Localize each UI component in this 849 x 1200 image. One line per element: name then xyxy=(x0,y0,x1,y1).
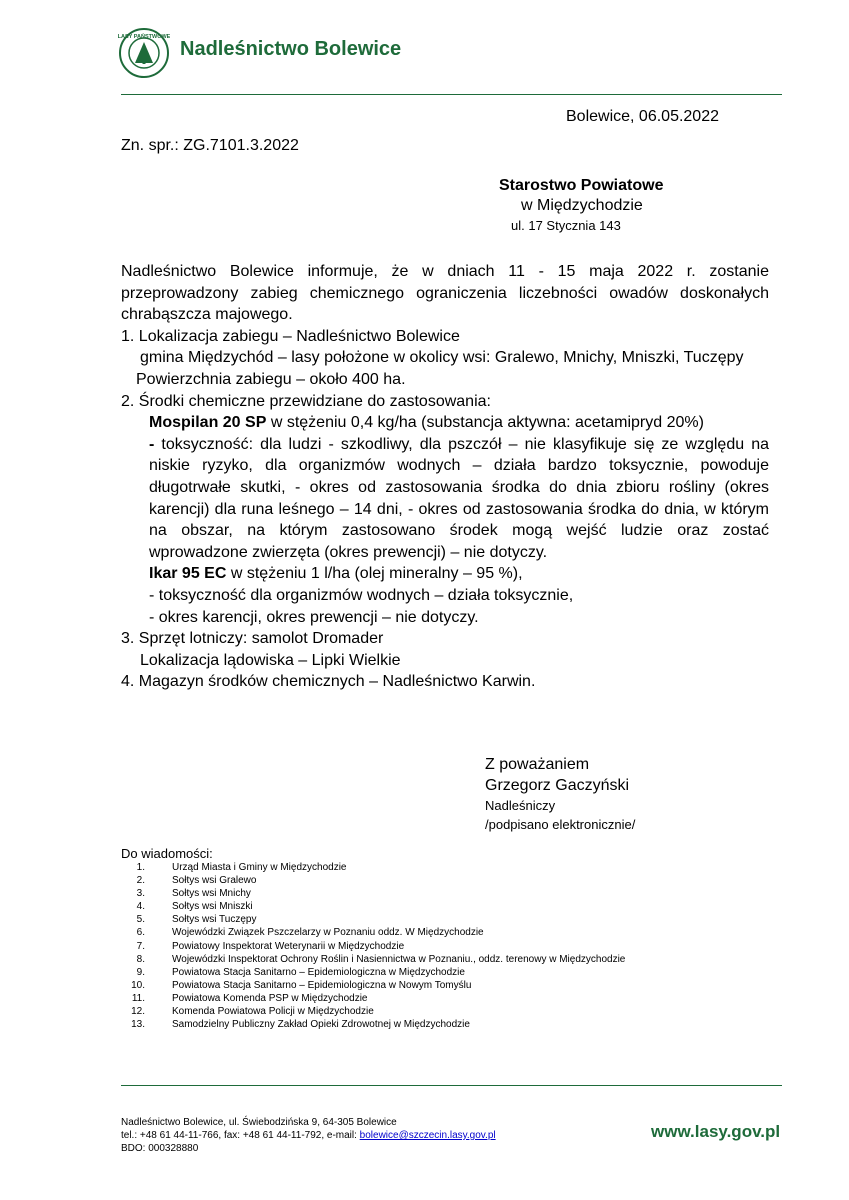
recipient-city: w Międzychodzie xyxy=(521,197,643,214)
agent-1-dose: w stężeniu 0,4 kg/ha (substancja aktywna: acetamipryd 20%) xyxy=(266,414,704,432)
distribution-item xyxy=(121,979,625,992)
signature-note: /podpisano elektronicznie/ xyxy=(485,817,636,832)
footer-contact xyxy=(121,1116,496,1155)
item-1-location: gmina Międzychód – lasy położone w okolicy wsi: Gralewo, Mnichy, Mniszki, Tuczępy xyxy=(140,349,744,367)
distribution-item-text: Sołtys wsi Mnichy xyxy=(172,888,251,900)
distribution-item-number: 1. xyxy=(136,862,145,873)
distribution-item-text: Powiatowy Inspektorat Weterynarii w Międzychodzie xyxy=(172,940,405,952)
distribution-item xyxy=(121,900,625,913)
footer-address: Nadleśnictwo Bolewice, ul. Świebodzińska 9, 64-305 Bolewice xyxy=(121,1117,397,1128)
distribution-item-text: Powiatowa Stacja Sanitarno – Epidemiologiczna w Nowym Tomyślu xyxy=(172,979,472,991)
distribution-item-text: Powiatowa Stacja Sanitarno – Epidemiologiczna w Międzychodzie xyxy=(172,966,465,978)
agent-1-toxicity xyxy=(121,434,769,564)
distribution-item-number: 8. xyxy=(136,953,145,965)
distribution-item-text: Samodzielny Publiczny Zakład Opieki Zdrowotnej w Międzychodzie xyxy=(172,1019,470,1031)
distribution-item-text: Wojewódzki Inspektorat Ochrony Roślin i Nasiennictwa w Poznaniu., oddz. terenowy w Międzychodzie xyxy=(172,953,626,965)
agent-2-name: Ikar 95 EC xyxy=(149,565,227,583)
distribution-item xyxy=(121,966,625,979)
distribution-list xyxy=(121,861,625,1031)
item-1-title: 1. Lokalizacja zabiegu – Nadleśnictwo Bolewice xyxy=(121,327,460,345)
logo-graphic xyxy=(118,27,170,79)
intro-paragraph: Nadleśnictwo Bolewice informuje, że w dniach 11 - 15 maja 2022 r. zostanie przeprowadzony zabieg chemicznego ograniczenia liczebności owadów doskonałych chrabąszcza majowego. xyxy=(121,263,769,324)
footer-phone-fax: tel.: +48 61 44-11-766, fax: +48 61 44-11-792, e-mail: xyxy=(121,1130,360,1141)
item-1-area: Powierzchnia zabiegu – około 400 ha. xyxy=(136,370,406,388)
distribution-item xyxy=(121,940,625,953)
item-4-title: 4. Magazyn środków chemicznych – Nadleśnictwo Karwin. xyxy=(121,673,536,691)
greeting: Z poważaniem xyxy=(485,756,590,773)
agent-2-karencja: - okres karencji, okres prewencji – nie dotyczy. xyxy=(149,608,479,626)
item-3-landing: Lokalizacja lądowiska – Lipki Wielkie xyxy=(140,651,401,669)
footer-bdo: BDO: 000328880 xyxy=(121,1143,199,1154)
agent-1-dash: - xyxy=(149,435,162,453)
signatory-name: Grzegorz Gaczyński xyxy=(485,777,630,794)
distribution-item-text: Urząd Miasta i Gminy w Międzychodzie xyxy=(172,862,347,873)
agent-2-line xyxy=(121,563,769,585)
distribution-item-text: Sołtys wsi Gralewo xyxy=(172,875,257,887)
agent-2-dose: w stężeniu 1 l/ha (olej mineralny – 95 %), xyxy=(226,565,523,583)
distribution-item xyxy=(121,861,625,874)
lasy-panstwowe-logo-icon xyxy=(118,27,170,79)
signatory-role: Nadleśniczy xyxy=(485,798,556,813)
footer-phone-line xyxy=(121,1129,496,1142)
svg-text:LASY PAŃSTWOWE: LASY PAŃSTWOWE xyxy=(118,34,170,40)
agent-2-toxicity: - toksyczność dla organizmów wodnych – działa toksycznie, xyxy=(149,586,574,604)
signature-block xyxy=(485,754,635,834)
distribution-item xyxy=(121,953,625,966)
letter-body xyxy=(121,261,769,693)
header-divider xyxy=(121,94,782,95)
agent-1-name: Mospilan 20 SP xyxy=(149,414,267,432)
recipient-name: Starostwo Powiatowe xyxy=(499,177,664,194)
footer-email-link[interactable]: bolewice@szczecin.lasy.gov.pl xyxy=(359,1130,496,1141)
distribution-item xyxy=(121,992,625,1005)
distribution-item-number: 2. xyxy=(136,875,145,887)
distribution-item-text: Powiatowa Komenda PSP w Międzychodzie xyxy=(172,992,368,1004)
distribution-item-number: 4. xyxy=(136,901,145,913)
distribution-item-number: 10. xyxy=(131,979,145,991)
distribution-item-number: 6. xyxy=(136,927,145,939)
recipient-street: ul. 17 Stycznia 143 xyxy=(511,218,621,233)
agent-1-toxicity-text: toksyczność: dla ludzi - szkodliwy, dla pszczół – nie klasyfikuje się ze względu na niskie ryzyko, dla organizmów wodnych – działa bardzo toksycznie, powoduje długotrwałe skutki, - okres od zastosowania środka do dnia zbioru rośliny (okres karencji) dla runa leśnego – 14 dni, - okres od zastosowania środka do dnia, w którym na obszar, na którym zastosowano środek mogą wejść ludzie oraz zostać wprowadzone zwierzęta (okres prewencji) – nie dotyczy. xyxy=(149,435,769,561)
distribution-heading: Do wiadomości: xyxy=(121,846,213,861)
item-3-title: 3. Sprzęt lotniczy: samolot Dromader xyxy=(121,630,384,648)
letter-date: Bolewice, 06.05.2022 xyxy=(566,108,719,125)
distribution-item-number: 3. xyxy=(136,888,145,900)
footer-divider xyxy=(121,1085,782,1086)
distribution-item-number: 5. xyxy=(136,914,145,926)
distribution-item-number: 13. xyxy=(131,1019,145,1031)
distribution-item-text: Sołtys wsi Mniszki xyxy=(172,901,253,913)
distribution-item xyxy=(121,1018,625,1031)
distribution-item-number: 12. xyxy=(131,1006,145,1018)
footer-website[interactable]: www.lasy.gov.pl xyxy=(651,1122,781,1141)
agent-1-line xyxy=(121,412,769,434)
distribution-item xyxy=(121,874,625,887)
distribution-item xyxy=(121,887,625,900)
item-2-title: 2. Środki chemiczne przewidziane do zastosowania: xyxy=(121,392,491,410)
distribution-item-text: Wojewódzki Związek Pszczelarzy w Poznaniu oddz. W Międzychodzie xyxy=(172,927,484,939)
distribution-item-number: 9. xyxy=(136,966,145,978)
distribution-item-text: Sołtys wsi Tuczępy xyxy=(172,914,257,926)
distribution-item xyxy=(121,926,625,939)
reference-number: Zn. spr.: ZG.7101.3.2022 xyxy=(121,137,299,154)
distribution-item xyxy=(121,913,625,926)
organization-name: Nadleśnictwo Bolewice xyxy=(180,38,402,60)
distribution-item-number: 11. xyxy=(131,992,145,1004)
distribution-item-text: Komenda Powiatowa Policji w Międzychodzie xyxy=(172,1006,374,1018)
distribution-item xyxy=(121,1005,625,1018)
distribution-item-number: 7. xyxy=(136,940,145,952)
